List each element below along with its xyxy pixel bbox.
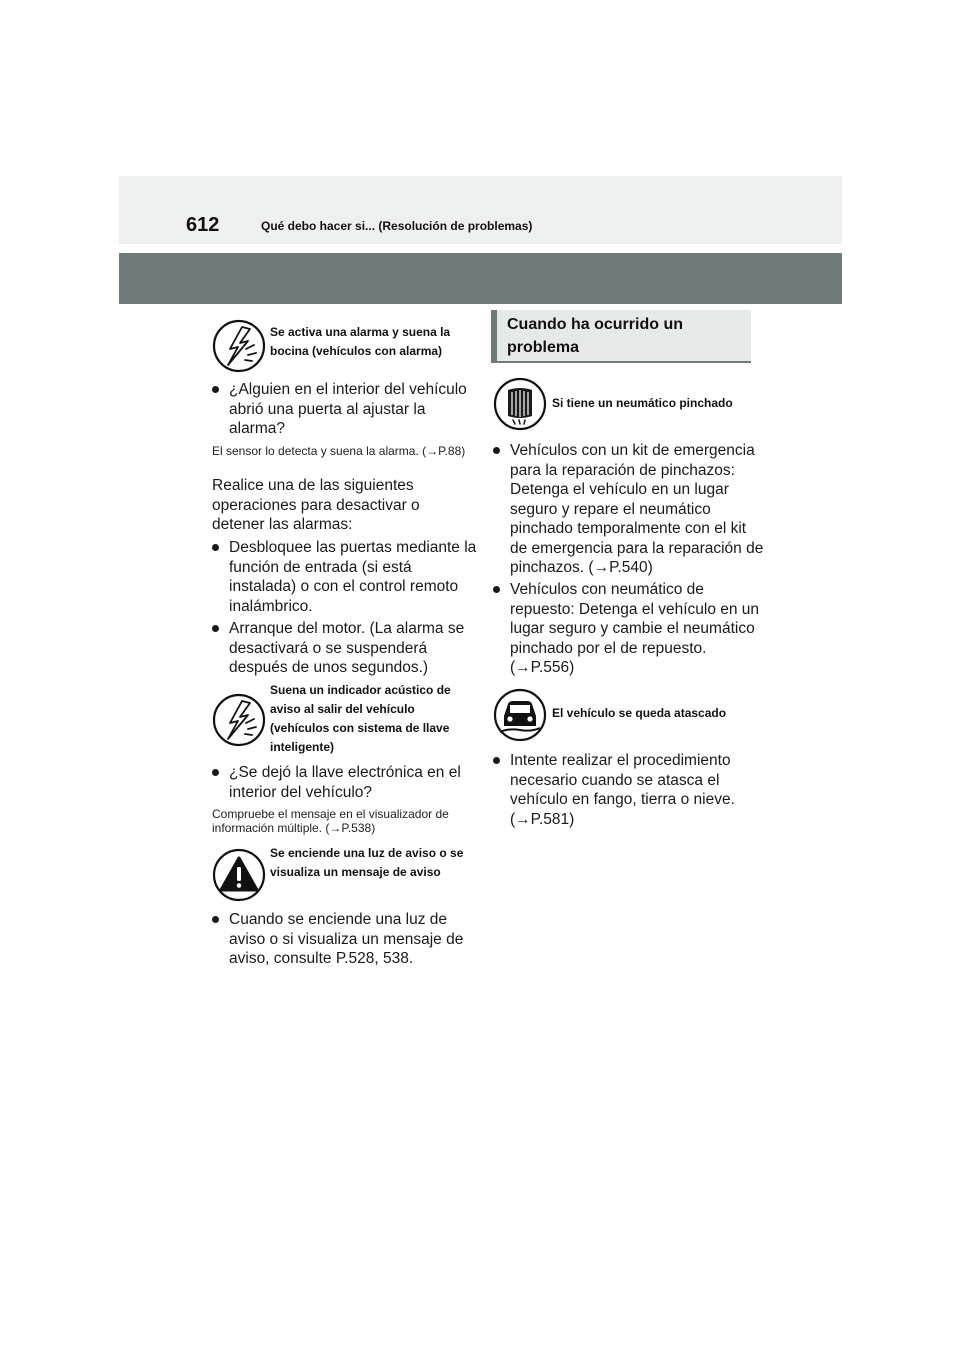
warning-light-bullet: Cuando se enciende una luz de aviso o si visualiza un mensaje de aviso, consulte P.528, 538. [212,910,479,969]
alarm-caption: Se activa una alarma y suena la bocina (vehículos con alarma) [270,325,451,358]
unlock-doors-bullet: Desbloquee las puertas mediante la función de entrada (si está instalada) o con el control remoto inalámbrico. [212,538,479,616]
page-number: 612 [186,214,220,236]
alarm-note: El sensor lo detecta y suena la alarma. (→P.88) [212,444,466,458]
key-note: Compruebe el mensaje en el visualizador de información múltiple. (→P.538) [212,807,449,835]
buzzer-lightning-icon [212,693,266,747]
running-title: Qué debo hacer si... (Resolución de problemas) [261,219,533,233]
warning-exclamation-icon [212,848,266,902]
header-band [119,176,842,244]
flat-tire-icon [493,377,547,431]
stuck-caption: El vehículo se queda atascado [552,706,727,720]
key-question-bullet: ¿Se dejó la llave electrónica en el interior del vehículo? [212,763,479,802]
flat-tire-caption: Si tiene un neumático pinchado [552,396,733,410]
start-engine-bullet: Arranque del motor. (La alarma se desactivará o se suspenderá después de unos segundos.) [212,619,479,678]
stuck-procedure-bullet: Intente realizar el procedimiento necesario cuando se atasca el vehículo en fango, tierra o nieve. (→P.581) [493,751,765,829]
warning-caption: Se enciende una luz de aviso o se visualiza un mensaje de aviso [270,846,464,879]
alarm-question-bullet: ¿Alguien en el interior del vehículo abrió una puerta al ajustar la alarma? [212,380,479,439]
spare-tire-bullet: Vehículos con neumático de repuesto: Detenga el vehículo en un lugar seguro y cambie el neumático pinchado por el de repuesto. (→P.556) [493,580,765,678]
alarm-lightning-icon [212,319,266,373]
section-heading: Cuando ha ocurrido un problema [491,310,751,363]
header-bar [119,253,842,304]
stuck-car-icon [493,688,547,742]
alarm-instruction: Realice una de las siguientes operaciones para desactivar o detener las alarmas: [212,477,420,533]
repair-kit-bullet: Vehículos con un kit de emergencia para la reparación de pinchazos: Detenga el vehículo en un lugar seguro y repare el neumático pinchado temporalmente con el kit de emergencia para la reparación de pinchazos. (→P.540) [493,441,765,578]
buzzer-caption: Suena un indicador acústico de aviso al salir del vehículo (vehículos con sistema de llave inteligente) [270,683,451,754]
